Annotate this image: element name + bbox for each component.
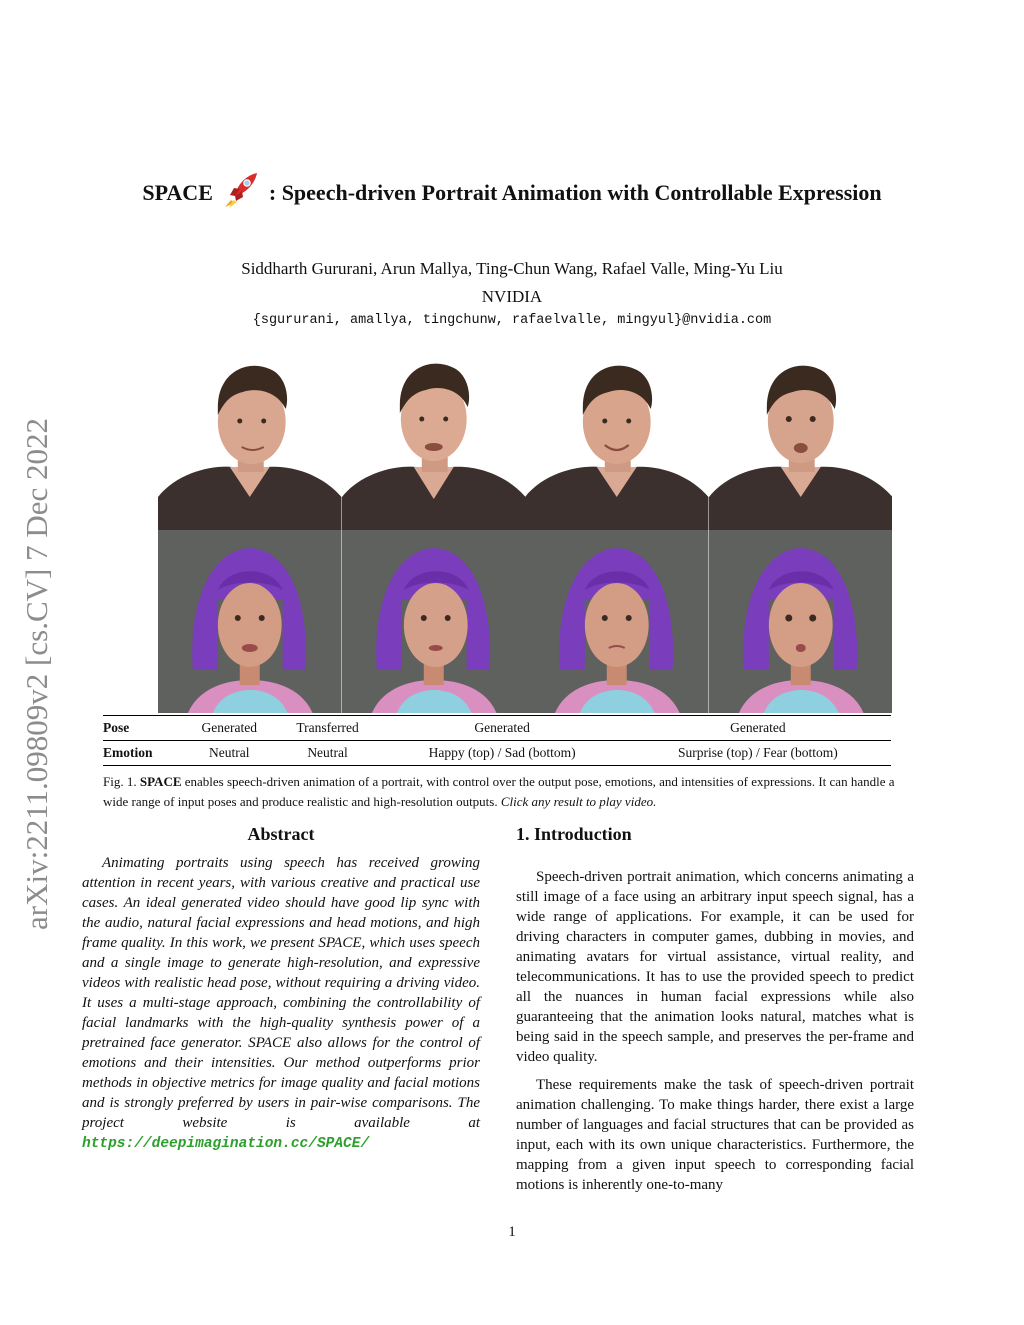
pose-cell: Generated xyxy=(380,716,625,741)
pose-label: Pose xyxy=(103,716,183,741)
result-video-avatar-2[interactable] xyxy=(342,530,526,713)
emotion-cell: Happy (top) / Sad (bottom) xyxy=(380,741,625,766)
teaser-figure xyxy=(158,347,892,713)
introduction-heading: 1. Introduction xyxy=(516,824,632,844)
paper-title xyxy=(60,170,964,216)
caption-italic: Click any result to play video. xyxy=(500,794,657,809)
result-video-avatar-3[interactable] xyxy=(525,530,709,713)
pose-row xyxy=(103,716,891,741)
arxiv-identifier: arXiv:2211.09809v2 [cs.CV] 7 Dec 2022 xyxy=(19,418,54,930)
emotion-row xyxy=(103,741,891,766)
emotion-label: Emotion xyxy=(103,741,183,766)
result-video-man-2[interactable] xyxy=(342,347,526,530)
page-number: 1 xyxy=(508,1224,516,1240)
title-suffix: : Speech-driven Portrait Animation with Controllable Expression xyxy=(268,180,882,205)
emotion-cell: Surprise (top) / Fear (bottom) xyxy=(625,741,891,766)
abstract-heading: Abstract xyxy=(247,824,315,844)
author-emails: {sgururani, amallya, tingchunw, rafaelvalle, mingyul}@nvidia.com xyxy=(252,313,772,328)
introduction-column xyxy=(516,824,914,1195)
figure-condition-table xyxy=(103,715,891,766)
figure-caption xyxy=(103,772,909,812)
abstract-text xyxy=(82,853,480,1154)
author-list: Siddharth Gururani, Arun Mallya, Ting-Chun Wang, Rafael Valle, Ming-Yu Liu xyxy=(241,259,783,278)
pose-cell: Transferred xyxy=(275,716,379,741)
emotion-cell: Neutral xyxy=(183,741,275,766)
project-link[interactable]: https://deepimagination.cc/SPACE/ xyxy=(82,1136,370,1152)
caption-bold: SPACE xyxy=(139,774,182,789)
result-video-avatar-1[interactable] xyxy=(158,530,342,713)
abstract-column xyxy=(82,824,480,1169)
introduction-paragraph: These requirements make the task of speech-driven portrait animation challenging. To make things harder, there exist a large number of languages and facial structures that can be provided as input, each with its own unique characteristics. Furthermore, the mapping from a given input speech to corresponding facial motions is inherently one-to-many xyxy=(516,1077,914,1193)
pose-cell: Generated xyxy=(183,716,275,741)
result-video-avatar-4[interactable] xyxy=(709,530,893,713)
result-video-man-4[interactable] xyxy=(709,347,893,530)
pose-cell: Generated xyxy=(625,716,891,741)
result-video-man-1[interactable] xyxy=(158,347,342,530)
affiliation: NVIDIA xyxy=(481,287,543,306)
introduction-paragraph: Speech-driven portrait animation, which concerns animating a still image of a face using an arbitrary input speech signal, has a wide range of applications. For example, it can be used for driving characters in computer games, dubbing in movies, and animating avatars for virtual assistance, virtual reality, and telecommunications. It has to use the provided speech to predict all the nuances in human facial expressions while also guaranteeing that the animation looks natural, matches what is being said in the speech sample, and preserves the per-frame and video quality. xyxy=(516,869,914,1065)
emotion-cell: Neutral xyxy=(275,741,379,766)
caption-prefix: Fig. 1. xyxy=(103,774,137,789)
rocket-icon xyxy=(221,170,261,216)
caption-text: enables speech-driven animation of a portrait, with control over the output pose, emotions, and intensities of expressions. It can handle a wide range of input poses and produce realistic and high-resolution outputs. xyxy=(103,774,895,809)
result-video-man-3[interactable] xyxy=(525,347,709,530)
title-prefix: SPACE xyxy=(142,180,213,205)
abstract-body: Animating portraits using speech has received growing attention in recent years, with various creative and practical use cases. An ideal generated video should have good lip sync with the audio, natural facial expressions and head motions, and high frame quality. In this work, we present SPACE, which uses speech and a single image to generate high-resolution, and expressive videos with realistic head pose, without requiring a driving video. It uses a multi-stage approach, combining the controllability of facial landmarks with the high-quality synthesis power of a pretrained face generator. SPACE also allows for the control of emotions and their intensities. Our method outperforms prior methods in objective metrics for image quality and facial motions and is strongly preferred by users in pair-wise comparisons. The project website is available at xyxy=(82,855,480,1131)
